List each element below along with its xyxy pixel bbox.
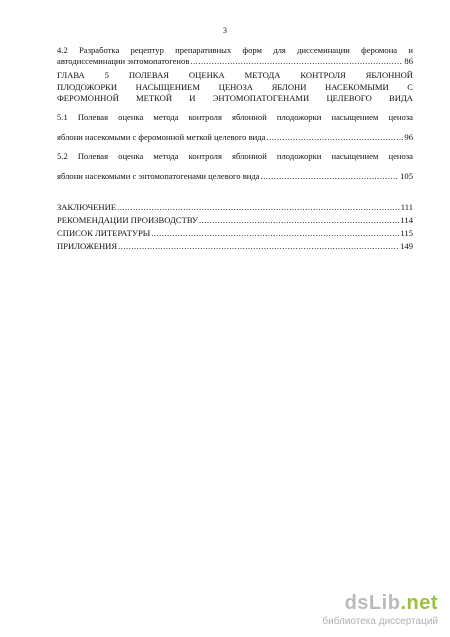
toc-page-number: 111 xyxy=(400,202,413,212)
dot-leader xyxy=(190,56,403,67)
dot-leader xyxy=(261,171,400,182)
toc-entry-conclusion[interactable] xyxy=(57,202,413,213)
toc-entry-title-cont: яблони насекомыми с феромонной меткой целевого вида xyxy=(57,132,266,142)
toc-entry-chapter-5[interactable] xyxy=(57,70,413,105)
toc-entry-title: СПИСОК ЛИТЕРАТУРЫ xyxy=(57,228,151,238)
dslib-logo: dsLib.net xyxy=(344,592,438,614)
chapter-heading-line: ПЛОДОЖОРКИ НАСЫЩЕНИЕМ ЦЕНОЗА ЯБЛОНИ НАСЕКОМЫМИ С xyxy=(57,81,413,92)
toc-entry-title: ЗАКЛЮЧЕНИЕ xyxy=(57,202,117,212)
toc-page-number: 115 xyxy=(400,228,413,238)
toc-entry-title: 5.1 Полевая оценка метода контроля яблонной плодожорки насыщением ценоза xyxy=(57,112,413,122)
dslib-caption: библиотека диссертаций xyxy=(322,616,438,627)
toc-entry-appendices[interactable] xyxy=(57,241,413,252)
toc-page-number: 96 xyxy=(404,132,413,142)
toc-page-number: 86 xyxy=(404,56,413,66)
page-number: 3 xyxy=(223,26,227,35)
chapter-heading-line: ГЛАВА 5 ПОЛЕВАЯ ОЦЕНКА МЕТОДА КОНТРОЛЯ ЯБЛОННОЙ xyxy=(57,70,413,80)
dot-leader xyxy=(151,228,399,239)
toc-entry-references[interactable] xyxy=(57,228,413,239)
dot-leader xyxy=(199,215,399,226)
dot-leader xyxy=(118,241,399,252)
chapter-heading-line: ФЕРОМОННОЙ МЕТКОЙ И ЭНТОМОПАТОГЕНАМИ ЦЕЛЕВОГО ВИДА xyxy=(57,93,413,103)
toc-entry-title-cont: автодиссеминации энтомопатогенов xyxy=(57,56,190,66)
toc-page-number: 105 xyxy=(400,171,413,181)
toc-entry-5-2[interactable] xyxy=(57,151,413,182)
toc-page-number: 114 xyxy=(400,215,413,225)
toc-entry-title: ПРИЛОЖЕНИЯ xyxy=(57,241,118,251)
toc-entry-title: 5.2 Полевая оценка метода контроля яблонной плодожорки насыщением ценоза xyxy=(57,151,413,161)
toc-entry-title: 4.2 Разработка рецептур препаративных форм для диссеминации феромона и xyxy=(57,45,413,55)
toc-entry-recommendations[interactable] xyxy=(57,215,413,226)
dot-leader xyxy=(117,202,400,213)
toc-page-number: 149 xyxy=(400,241,413,251)
toc-entry-title: РЕКОМЕНДАЦИИ ПРОИЗВОДСТВУ xyxy=(57,215,198,225)
dot-leader xyxy=(266,132,403,143)
toc-entry-4-2[interactable] xyxy=(57,45,413,67)
dslib-watermark xyxy=(322,592,438,627)
toc-entry-5-1[interactable] xyxy=(57,112,413,143)
toc-entry-title-cont: яблони насекомыми с энтомопатогенами целевого вида xyxy=(57,171,260,181)
